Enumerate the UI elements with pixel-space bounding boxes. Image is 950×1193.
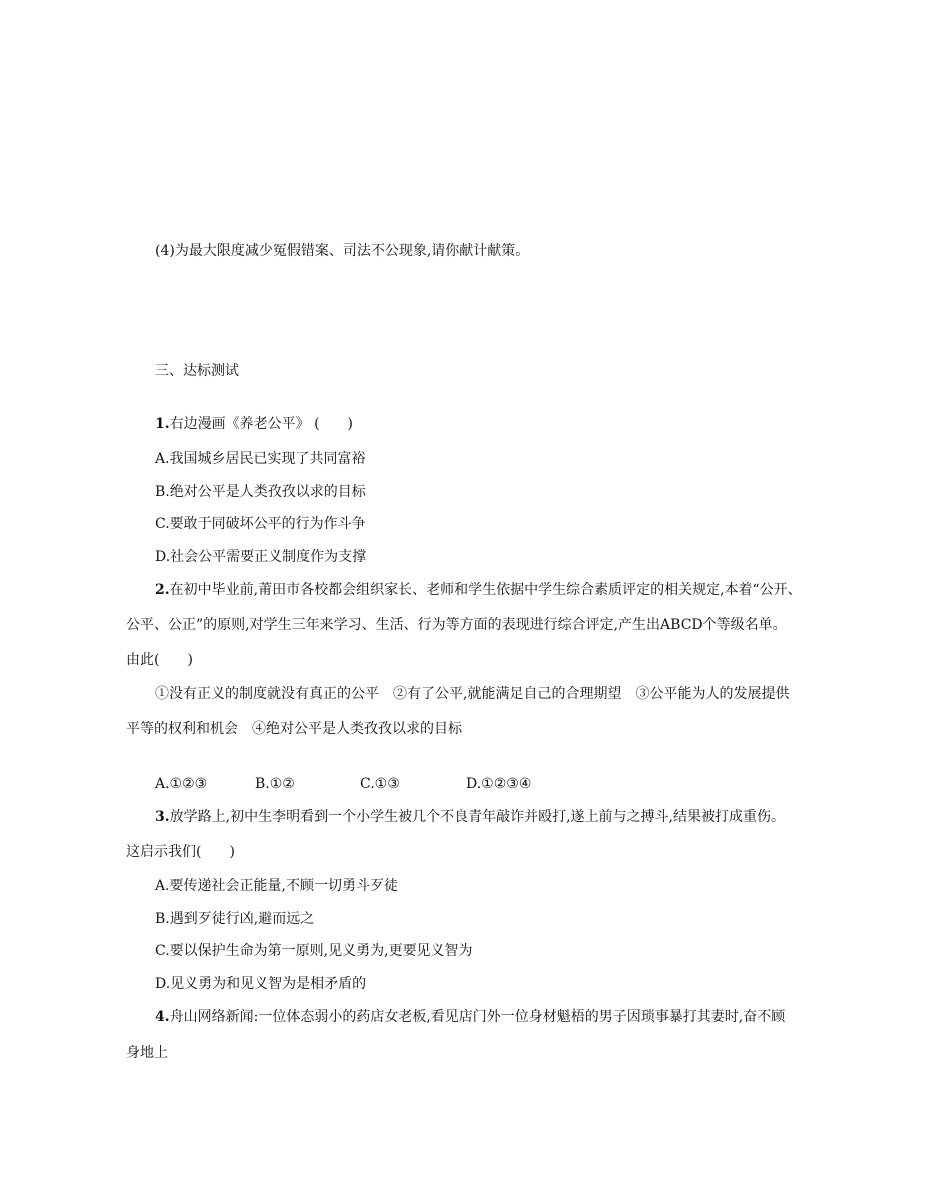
question-2-option-a: A.①②③ xyxy=(155,776,208,792)
question-text: 放学路上,初中生李明看到一个小学生被几个不良青年敲诈并殴打,遂上前与之搏斗,结果被打成重伤。 xyxy=(169,809,785,825)
question-2-statements-line-1: ①没有正义的制度就没有真正的公平 ②有了公平,就能满足自己的合理期望 ③公平能为人的发展提供 xyxy=(155,686,790,702)
question-4-stem-line-1 xyxy=(155,1008,785,1026)
question-3-stem-line-1 xyxy=(155,808,785,826)
sub-question-4: (4)为最大限度减少冤假错案、司法不公现象,请你献计献策。 xyxy=(155,243,530,259)
question-2-stem-line-1 xyxy=(155,581,802,599)
question-number: 3. xyxy=(155,809,170,825)
question-1-stem xyxy=(155,415,353,433)
question-3-option-a: A.要传递社会正能量,不顾一切勇斗歹徒 xyxy=(155,878,399,894)
question-1-option-d: D.社会公平需要正义制度作为支撑 xyxy=(155,549,367,565)
question-text: 在初中毕业前,莆田市各校都会组织家长、老师和学生依据中学生综合素质评定的相关规定,本着“公开、 xyxy=(169,582,802,598)
question-2-options xyxy=(155,775,531,793)
question-3-option-d: D.见义勇为和见义智为是相矛盾的 xyxy=(155,976,367,992)
question-2-stem-line-3: 由此( ) xyxy=(126,652,193,668)
question-number: 1. xyxy=(155,416,170,432)
question-2-stem-line-2: 公平、公正”的原则,对学生三年来学习、生活、行为等方面的表现进行综合评定,产生出ABCD个等级名单。 xyxy=(126,617,787,633)
question-2-option-c: C.①③ xyxy=(360,776,400,792)
question-number: 4. xyxy=(155,1009,170,1025)
section-title: 三、达标测试 xyxy=(155,363,239,379)
question-1-option-c: C.要敢于同破坏公平的行为作斗争 xyxy=(155,516,366,532)
question-3-stem-line-2: 这启示我们( ) xyxy=(126,844,235,860)
question-1-option-a: A.我国城乡居民已实现了共同富裕 xyxy=(155,451,366,467)
question-3-option-c: C.要以保护生命为第一原则,见义勇为,更要见义智为 xyxy=(155,943,473,959)
question-text: 舟山网络新闻:一位体态弱小的药店女老板,看见店门外一位身材魁梧的男子因琐事暴打其妻时,奋不顾 xyxy=(169,1009,786,1025)
question-number: 2. xyxy=(155,582,170,598)
question-2-statements-line-2: 平等的权利和机会 ④绝对公平是人类孜孜以求的目标 xyxy=(126,721,462,737)
question-text: 右边漫画《养老公平》 ( ) xyxy=(169,416,353,432)
question-2-option-b: B.①② xyxy=(255,776,295,792)
question-1-option-b: B.绝对公平是人类孜孜以求的目标 xyxy=(155,484,366,500)
question-4-stem-line-2: 身地上 xyxy=(126,1045,168,1061)
question-3-option-b: B.遇到歹徒行凶,避而远之 xyxy=(155,911,315,927)
question-2-option-d: D.①②③④ xyxy=(466,776,532,792)
